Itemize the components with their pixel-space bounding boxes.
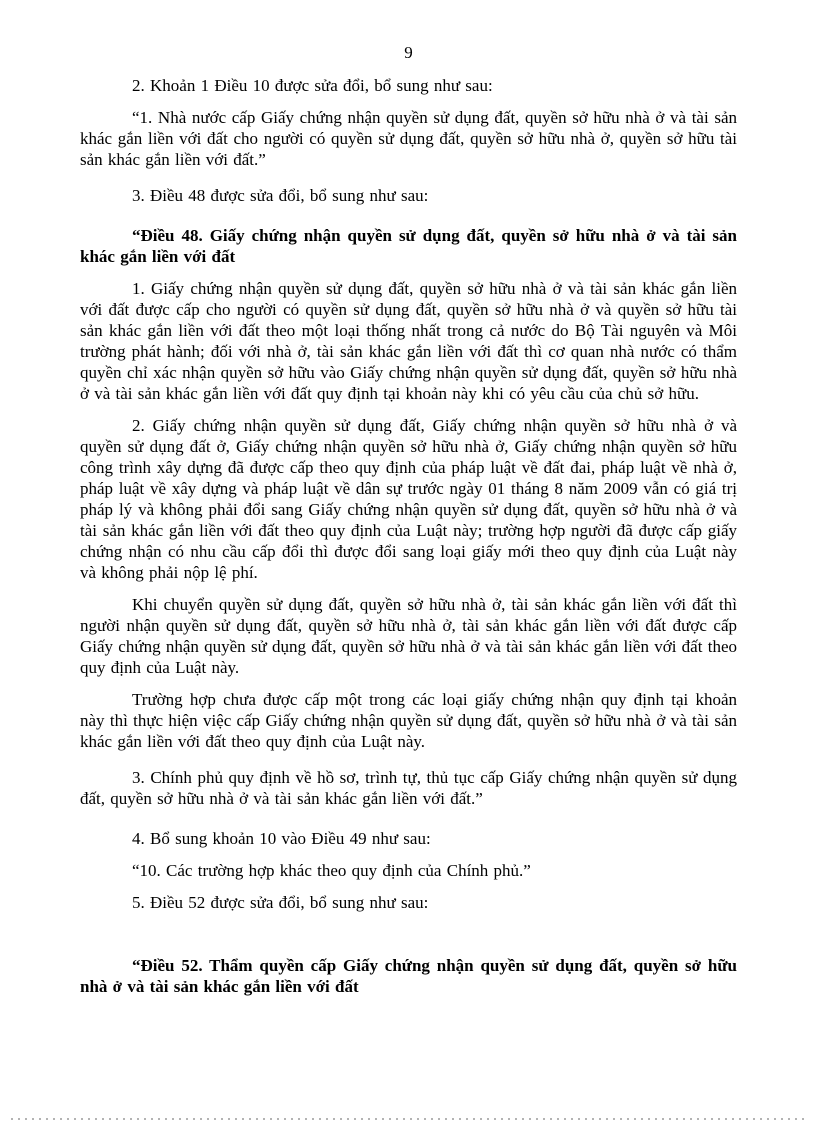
paragraph-item-5-dieu-52: 5. Điều 52 được sửa đổi, bổ sung như sau: xyxy=(132,893,429,912)
page-number: 9 xyxy=(404,43,413,62)
paragraph-dieu-48-khoan-2-truong-hop: Trường hợp chưa được cấp một trong các loại giấy chứng nhận quy định tại khoản này thì thực hiện việc cấp Giấy chứng nhận quyền sử dụng đất, quyền sở hữu nhà ở và tài sản khác gắn liền với đất theo quy định của Luật này. xyxy=(80,690,737,751)
paragraph-dieu-48-khoan-2: 2. Giấy chứng nhận quyền sử dụng đất, Giấy chứng nhận quyền sở hữu nhà ở và quyền sử dụng đất ở, Giấy chứng nhận quyền sở hữu nhà ở, Giấy chứng nhận quyền sở hữu công trình xây dựng đã được cấp theo quy định của pháp luật về đất đai, pháp luật về nhà ở, pháp luật về xây dựng và pháp luật về dân sự trước ngày 01 tháng 8 năm 2009 vẫn có giá trị pháp lý và không phải đổi sang Giấy chứng nhận quyền sử dụng đất, quyền sở hữu nhà ở và tài sản khác gắn liền với đất theo quy định của Luật này; trường hợp người đã được cấp giấy chứng nhận có nhu cầu cấp đổi thì được đổi sang loại giấy mới theo quy định của Luật này và không phải nộp lệ phí. xyxy=(80,416,737,582)
paragraph-item-4-dieu-49: 4. Bổ sung khoản 10 vào Điều 49 như sau: xyxy=(132,829,431,848)
page-bottom-dotted-divider xyxy=(11,1118,805,1120)
heading-dieu-48: “Điều 48. Giấy chứng nhận quyền sử dụng đất, quyền sở hữu nhà ở và tài sản khác gắn liền với đất xyxy=(80,226,737,266)
paragraph-dieu-48-khoan-2-chuyen-quyen: Khi chuyển quyền sử dụng đất, quyền sở hữu nhà ở, tài sản khác gắn liền với đất thì người nhận quyền sử dụng đất, quyền sở hữu nhà ở, tài sản khác gắn liền với đất được cấp Giấy chứng nhận quyền sử dụng đất, quyền sở hữu nhà ở và tài sản khác gắn liền với đất theo quy định của Luật này. xyxy=(80,595,737,677)
paragraph-item-2-khoan-1-dieu-10: 2. Khoản 1 Điều 10 được sửa đổi, bổ sung như sau: xyxy=(132,76,493,95)
paragraph-quote-khoan-1: “1. Nhà nước cấp Giấy chứng nhận quyền sử dụng đất, quyền sở hữu nhà ở và tài sản khác gắn liền với đất cho người có quyền sử dụng đất, quyền sở hữu nhà ở, quyền sở hữu tài sản khác gắn liền với đất.” xyxy=(80,108,737,169)
paragraph-dieu-48-khoan-1: 1. Giấy chứng nhận quyền sử dụng đất, quyền sở hữu nhà ở và tài sản khác gắn liền với đất được cấp cho người có quyền sử dụng đất, quyền sở hữu nhà ở và quyền sở hữu tài sản khác gắn liền với đất theo một loại thống nhất trong cả nước do Bộ Tài nguyên và Môi trường phát hành; đối với nhà ở, tài sản khác gắn liền với đất thì cơ quan nhà nước có thẩm quyền chỉ xác nhận quyền sở hữu vào Giấy chứng nhận quyền sử dụng đất, quyền sở hữu nhà ở và tài sản khác gắn liền với đất quy định tại khoản này khi có yêu cầu của chủ sở hữu. xyxy=(80,279,737,403)
paragraph-item-3-dieu-48: 3. Điều 48 được sửa đổi, bổ sung như sau: xyxy=(132,186,429,205)
paragraph-dieu-48-khoan-3: 3. Chính phủ quy định về hồ sơ, trình tự, thủ tục cấp Giấy chứng nhận quyền sử dụng đất, quyền sở hữu nhà ở và tài sản khác gắn liền với đất.” xyxy=(80,768,737,808)
heading-dieu-52: “Điều 52. Thẩm quyền cấp Giấy chứng nhận quyền sử dụng đất, quyền sở hữu nhà ở và tài sản khác gắn liền với đất xyxy=(80,956,737,996)
paragraph-quote-khoan-10: “10. Các trường hợp khác theo quy định của Chính phủ.” xyxy=(132,861,531,880)
